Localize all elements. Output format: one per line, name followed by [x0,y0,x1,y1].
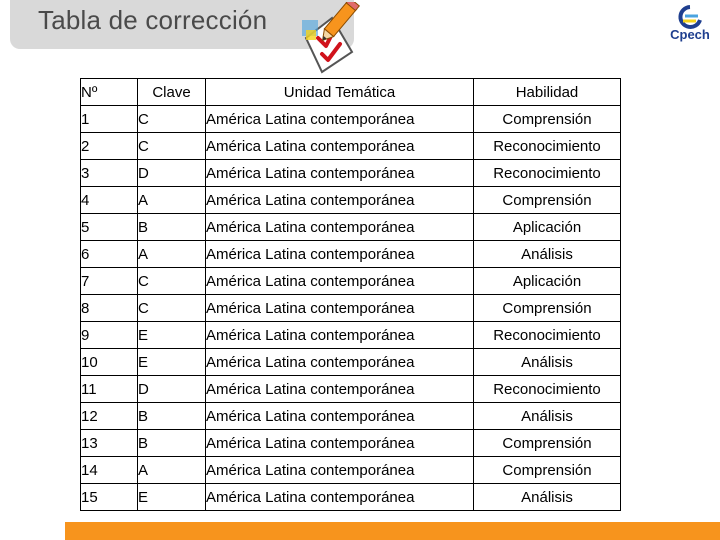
cell-unit: América Latina contemporánea [206,187,474,214]
cell-unit: América Latina contemporánea [206,457,474,484]
table-row [81,430,621,457]
cell-unit: América Latina contemporánea [206,376,474,403]
cell-key: E [138,322,206,349]
cell-key: B [138,430,206,457]
table-row [81,295,621,322]
column-header-key: Clave [138,79,206,106]
cell-key: D [138,160,206,187]
table-row [81,457,621,484]
cell-unit: América Latina contemporánea [206,214,474,241]
page-title: Tabla de corrección [38,5,268,35]
table-row [81,241,621,268]
cell-key: C [138,295,206,322]
cell-skill: Reconocimiento [474,376,621,403]
cell-unit: América Latina contemporánea [206,268,474,295]
column-header-skill: Habilidad [474,79,621,106]
table-row [81,268,621,295]
cell-key: C [138,106,206,133]
correction-table [80,78,621,511]
cell-skill: Comprensión [474,106,621,133]
cell-number: 8 [81,295,138,322]
cell-skill: Aplicación [474,214,621,241]
cell-key: B [138,214,206,241]
cell-number: 14 [81,457,138,484]
cell-number: 9 [81,322,138,349]
column-header-unit: Unidad Temática [206,79,474,106]
cell-unit: América Latina contemporánea [206,349,474,376]
cell-key: A [138,241,206,268]
pencil-checklist-icon [296,2,360,76]
column-header-number: Nº [81,79,138,106]
cell-skill: Análisis [474,484,621,511]
cell-number: 15 [81,484,138,511]
table-row [81,160,621,187]
table-row [81,403,621,430]
cell-key: E [138,349,206,376]
table-row [81,214,621,241]
table-body [81,106,621,511]
cell-unit: América Latina contemporánea [206,160,474,187]
cell-unit: América Latina contemporánea [206,133,474,160]
cell-skill: Aplicación [474,268,621,295]
table-header-row [81,79,621,106]
table-row [81,349,621,376]
cell-key: A [138,457,206,484]
cell-number: 4 [81,187,138,214]
cell-skill: Análisis [474,241,621,268]
cell-skill: Análisis [474,403,621,430]
cell-skill: Comprensión [474,187,621,214]
cell-skill: Comprensión [474,430,621,457]
cpech-logo [664,4,716,44]
cell-key: A [138,187,206,214]
cell-number: 13 [81,430,138,457]
accent-bar [65,522,720,540]
cell-key: B [138,403,206,430]
table-row [81,187,621,214]
cell-skill: Comprensión [474,457,621,484]
cell-unit: América Latina contemporánea [206,106,474,133]
cell-number: 5 [81,214,138,241]
cell-unit: América Latina contemporánea [206,295,474,322]
cell-unit: América Latina contemporánea [206,403,474,430]
cell-number: 1 [81,106,138,133]
cell-number: 6 [81,241,138,268]
cell-number: 11 [81,376,138,403]
cell-number: 10 [81,349,138,376]
cell-skill: Reconocimiento [474,322,621,349]
cell-unit: América Latina contemporánea [206,322,474,349]
table-row [81,322,621,349]
cell-number: 12 [81,403,138,430]
cell-unit: América Latina contemporánea [206,430,474,457]
cell-key: C [138,133,206,160]
cell-skill: Comprensión [474,295,621,322]
table-row [81,133,621,160]
cell-unit: América Latina contemporánea [206,241,474,268]
cell-key: E [138,484,206,511]
cell-skill: Análisis [474,349,621,376]
cell-skill: Reconocimiento [474,133,621,160]
cell-number: 7 [81,268,138,295]
table-row [81,484,621,511]
cell-key: C [138,268,206,295]
table-row [81,376,621,403]
table-row [81,106,621,133]
cell-skill: Reconocimiento [474,160,621,187]
cell-unit: América Latina contemporánea [206,484,474,511]
logo-text: Cpech [670,27,710,42]
cell-number: 2 [81,133,138,160]
cell-key: D [138,376,206,403]
cell-number: 3 [81,160,138,187]
